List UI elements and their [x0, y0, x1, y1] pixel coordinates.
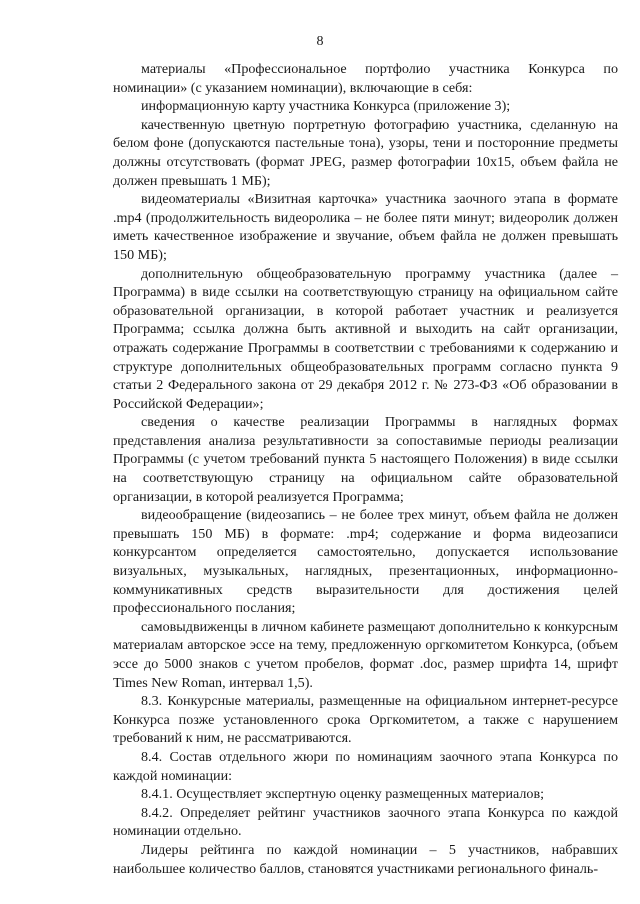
paragraph-8-4-2: 8.4.2. Определяет рейтинг участников заочного этапа Конкурса по каждой номинации отдельно. [113, 804, 618, 840]
paragraph-photo: качественную цветную портретную фотографию участника, сделанную на белом фоне (допускаются пастельные тона), узоры, тени и посторонние предметы должны отсутствовать (формат JPEG, размер фотографии 10х15, объем файла не должен превышать 1 МБ); [113, 116, 618, 189]
paragraph-8-4-1: 8.4.1. Осуществляет экспертную оценку размещенных материалов; [141, 786, 545, 803]
paragraph-8-3: 8.3. Конкурсные материалы, размещенные на официальном интернет-ресурсе Конкурса позже установленного срока Оргкомитетом, а также с нарушением требований к ним, не рассматриваются. [113, 693, 618, 747]
paragraph-program: дополнительную общеобразовательную программу участника (далее – Программа) в виде ссылки на соответствующую страницу на официальном сайте образовательной организации, в которой работает участник и реализуется Программа; ссылка должна быть активной и выходить на сайт организации, отражать содержание Программы в соответствии с требованиями к содержанию и структуре дополнительных общеобразовательных программ согласно пункта 9 статьи 2 Федерального закона от 29 декабря 2012 г. № 273-ФЗ «Об образовании в Российской Федерации»; [113, 265, 618, 412]
paragraph-info-card: информационную карту участника Конкурса (приложение 3); [141, 98, 511, 115]
document-body [113, 60, 618, 878]
paragraph-self-nominees: самовыдвиженцы в личном кабинете размещают дополнительно к конкурсным материалам авторское эссе на тему, предложенную оргкомитетом Конкурса, (объем эссе до 5000 знаков с учетом пробелов, формат .doc, размер шрифта 14, шрифт Times New Roman, интервал 1,5). [113, 618, 618, 691]
paragraph-video-address: видеообращение (видеозапись – не более трех минут, объем файла не должен превышать 150 МБ) в формате: .mp4; содержание и форма видеозаписи конкурсантом определяется самостоятельно, допускается использование визуальных, музыкальных, наглядных, презентационных, информационно-коммуникативных средств выразительности для достижения целей профессионального послания; [113, 507, 618, 617]
page-number: 8 [316, 34, 324, 49]
paragraph-video-card: видеоматериалы «Визитная карточка» участника заочного этапа в формате .mp4 (продолжительность видеоролика – не более пяти минут; видеоролик должен иметь качественное изображение и звучание, объем файла не должен превышать 150 МБ); [113, 191, 618, 263]
paragraph-portfolio-intro: материалы «Профессиональное портфолио участника Конкурса по номинации» (с указанием номинации), включающие в себя: [113, 61, 618, 96]
paragraph-8-4: 8.4. Состав отдельного жюри по номинациям заочного этапа Конкурса по каждой номинации: [113, 748, 618, 784]
paragraph-leaders: Лидеры рейтинга по каждой номинации – 5 участников, набравших наибольшее количество баллов, становятся участниками регионального финаль- [113, 841, 618, 877]
paragraph-program-quality: сведения о качестве реализации Программы в наглядных формах представления анализа результативности за сопоставимые периоды реализации Программы (с учетом требований пункта 5 настоящего Положения) в виде ссылки на соответствующую страницу на официальном сайте образовательной организации, в которой реализуется Программа; [113, 414, 618, 505]
